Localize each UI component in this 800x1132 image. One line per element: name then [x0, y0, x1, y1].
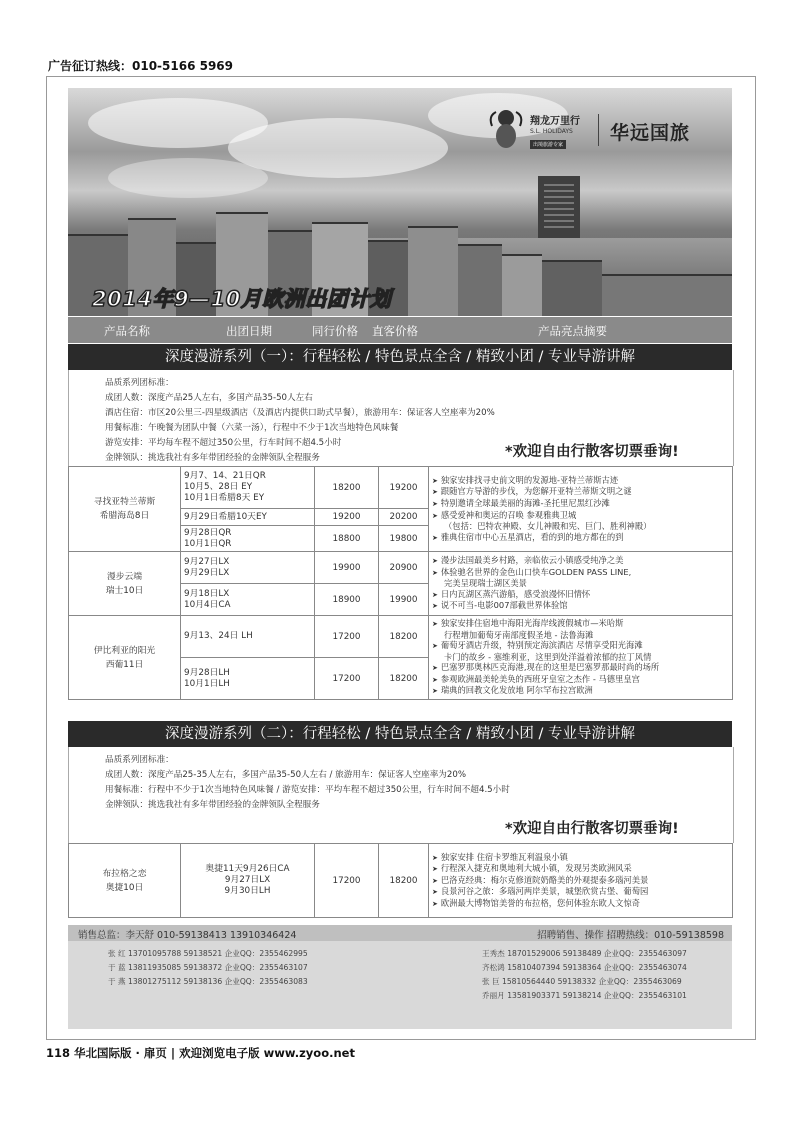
arrow-icon: ➤: [432, 557, 438, 566]
col-highlights: 产品亮点摘要: [538, 324, 607, 338]
list-item: ➤ 巴塞罗那奥林匹克海港,现在的这里是巴塞罗那最时尚的场所: [432, 662, 660, 673]
departure-dates: 9月27日LX 9月29日LX: [181, 552, 315, 584]
departure-dates: 9月29日希腊10天EY: [181, 509, 315, 526]
contact-line: 于 燕 13801275112 59138136 企业QQ：2355463083: [108, 977, 308, 986]
list-item: ➤ 说不可当-电影007部截世界体验馆: [432, 600, 568, 611]
standard-line: 品质系列团标准：: [105, 378, 174, 388]
series1-title: 深度漫游系列（一）：行程轻松 / 特色景点全含 / 精致小团 / 专业导游讲解: [68, 344, 732, 370]
contact-line: 乔丽月 13581903371 59138214 企业QQ：2355463101: [482, 991, 687, 1000]
contact-line: 王秀杰 18701529006 59138489 企业QQ：2355463097: [482, 949, 687, 958]
series2-title: 深度漫游系列（二）：行程轻松 / 特色景点全含 / 精致小团 / 专业导游讲解: [68, 721, 732, 747]
list-item: ➤ 独家安排 住宿卡罗维瓦利温泉小镇: [432, 851, 568, 862]
logo-huayuan: 华远国旅: [610, 122, 691, 144]
highlights: [429, 552, 733, 616]
arrow-icon: ➤: [432, 664, 438, 673]
list-item: ➤ 雅典住宿市中心五星酒店，看的到的地方都在的到: [432, 531, 624, 542]
brand-logos: [488, 106, 718, 156]
table-row: [69, 616, 733, 658]
arrow-icon: ➤: [432, 568, 438, 577]
series1-table: [68, 466, 733, 700]
col-direct-price: 直客价格: [372, 324, 418, 338]
arrow-icon: ➤: [432, 675, 438, 684]
standard-line: 游览安排：平均每车程不超过350公里，行车时间不超4.5小时: [105, 438, 342, 448]
list-item: ➤ 良景河谷之旅：多瑙河两岸美景，城堡欣赏古堡、葡萄园: [432, 886, 649, 897]
table-row: [69, 467, 733, 509]
contact-line: 张 红 13701095788 59138521 企业QQ：2355462995: [108, 949, 308, 958]
standard-line: 金牌领队：挑选我社有多年带团经验的金牌领队全程服务: [105, 453, 320, 463]
direct-price: 19900: [379, 584, 429, 616]
departure-dates: 9月7、14、21日QR 10月5、28日 EY 10月1日希腊8天 EY: [181, 467, 315, 509]
list-item: ➤ 跟随官方导游的步伐，为您解开亚特兰蒂斯文明之谜: [432, 486, 632, 497]
list-item: （包括：巴特农神殿、女儿神殿和宪、巨门、胜利神殿）: [444, 521, 652, 532]
departure-dates: 9月28日LH 10月1日LH: [181, 658, 315, 700]
arrow-icon: ➤: [432, 533, 438, 542]
direct-price: 20900: [379, 552, 429, 584]
list-item: ➤ 独家安排找寻史前文明的发源地-亚特兰蒂斯古迹: [432, 474, 619, 485]
trade-price: 18900: [315, 584, 379, 616]
trade-price: 17200: [315, 658, 379, 700]
list-item: ➤ 独家安排住宿地中海阳光海岸线渡假城市—米哈斯: [432, 617, 624, 628]
logo-divider: [598, 114, 599, 146]
arrow-icon: ➤: [432, 476, 438, 485]
banner-title: 2014年9—10月欧洲出团计划: [92, 287, 392, 311]
trade-price: 19900: [315, 552, 379, 584]
direct-price: 19200: [379, 467, 429, 509]
arrow-icon: ➤: [432, 488, 438, 497]
direct-price: 20200: [379, 509, 429, 526]
arrow-icon: ➤: [432, 642, 438, 651]
trade-price: 17200: [315, 844, 379, 918]
list-item: 行程增加葡萄牙南部度假圣地 - 法鲁海滩: [444, 629, 594, 640]
contact-line: 张 巨 15810564440 59138332 企业QQ：2355463069: [482, 977, 682, 986]
recruit-hotline: 招聘销售、操作 招聘热线：010-59138598: [537, 930, 724, 941]
arrow-icon: ➤: [432, 619, 438, 628]
list-item: ➤ 行程深入捷克和奥地利大城小镇，发现另类欧洲风采: [432, 863, 632, 874]
list-item: ➤ 巴洛克经典：梅尔克修道院奶酪美的外观提泰多瑙河美景: [432, 874, 649, 885]
list-item: 完美呈现瑞士湖区美景: [444, 578, 527, 589]
departure-dates: 9月13、24日 LH: [181, 616, 315, 658]
logo-sl-cn: 翔龙万里行: [530, 116, 580, 127]
column-header: [68, 317, 732, 343]
list-item: ➤ 感受爱神和奥运的召唤 参观雅典卫城: [432, 509, 577, 520]
series2-table: [68, 843, 733, 918]
col-trade-price: 同行价格: [312, 324, 358, 338]
trade-price: 19200: [315, 509, 379, 526]
contact-line: 齐松鸿 15810407394 59138364 企业QQ：2355463074: [482, 963, 687, 972]
col-product-name: 产品名称: [104, 324, 150, 338]
product-name: 漫步云端 瑞士10日: [69, 552, 181, 616]
trade-price: 18800: [315, 526, 379, 552]
arrow-icon: ➤: [432, 853, 438, 862]
logo-sl-en: S.L. HOLIDAYS: [530, 128, 573, 135]
standard-line: 酒店住宿：市区20公里三-四星级酒店（及酒店内提供口助式早餐），旅游用车：保证客人空座率为20%: [105, 408, 495, 418]
direct-price: 18200: [379, 658, 429, 700]
trade-price: 18200: [315, 467, 379, 509]
arrow-icon: ➤: [432, 499, 438, 508]
standard-line: 用餐标准：行程中不少于1次当地特色风味餐 / 游览安排：平均车程不超过350公里，行车时间不超4.5小时: [105, 785, 510, 795]
arrow-icon: ➤: [432, 899, 438, 908]
direct-price: 19800: [379, 526, 429, 552]
logo-sl-tag: 出境旅游专家: [530, 140, 566, 149]
departure-dates: 9月18日LX 10月4日CA: [181, 584, 315, 616]
highlights: [429, 467, 733, 552]
hotel-tower: [538, 176, 580, 238]
list-item: ➤ 特别邀请全球最美丽的海滩-圣托里尼黑红沙滩: [432, 497, 610, 508]
arrow-icon: ➤: [432, 888, 438, 897]
arrow-icon: ➤: [432, 687, 438, 696]
table-row: [69, 844, 733, 918]
highlights: [429, 844, 733, 918]
series2-welcome: *欢迎自由行散客切票垂询!: [505, 821, 679, 837]
list-item: ➤ 参观欧洲最美轮美奂的西班牙皇室之杰作 - 马德里皇宫: [432, 673, 640, 684]
table-row: [69, 552, 733, 584]
list-item: ➤ 日内瓦湖区蒸汽游船，感受浪漫怀旧情怀: [432, 588, 591, 599]
list-item: ➤ 葡萄牙酒店升级，特别预定海滨酒店 尽情享受阳光海滩: [432, 640, 643, 651]
arrow-icon: ➤: [432, 865, 438, 874]
list-item: ➤ 欧洲最大博物馆美誉的布拉格，您何体验东欧人文惊奇: [432, 897, 641, 908]
standard-line: 品质系列团标准：: [105, 755, 174, 765]
arrow-icon: ➤: [432, 511, 438, 520]
dragon-mascot-icon: [488, 106, 524, 152]
sales-director: 销售总监：李天舒 010-59138413 13910346424: [78, 930, 297, 941]
hero-banner: [68, 88, 732, 316]
departure-dates: 奥捷11天9月26日CA 9月27日LX 9月30日LH: [181, 844, 315, 918]
departure-dates: 9月28日QR 10月1日QR: [181, 526, 315, 552]
standard-line: 用餐标准：午晚餐为团队中餐（六菜一汤），行程中不少于1次当地特色风味餐: [105, 423, 399, 433]
list-item: 卡门的故乡 - 塞维利亚，这里到处洋溢着浓郁的拉丁风情: [444, 651, 652, 662]
standard-line: 成团人数：深度产品25-35人左右，多国产品35-50人左右 / 旅游用车：保证客人空座率为20%: [105, 770, 466, 780]
list-item: ➤ 体验驰名世界的金色山口快车GOLDEN PASS LINE,: [432, 566, 632, 577]
standard-line: 成团人数：深度产品25人左右，多国产品35-50人左右: [105, 393, 313, 403]
highlights: [429, 616, 733, 700]
product-name: 布拉格之恋 奥捷10日: [69, 844, 181, 918]
arrow-icon: ➤: [432, 602, 438, 611]
arrow-icon: ➤: [432, 876, 438, 885]
page-footer: 118 华北国际版 · 扉页 | 欢迎浏览电子版 www.zyoo.net: [46, 1046, 355, 1060]
product-name: 寻找亚特兰蒂斯 希腊海岛8日: [69, 467, 181, 552]
arrow-icon: ➤: [432, 590, 438, 599]
list-item: ➤ 瑞典的回教文化发放地 阿尔罕布拉宫欧洲: [432, 685, 593, 696]
contact-line: 于 蓝 13811935085 59138372 企业QQ：2355463107: [108, 963, 308, 972]
sales-bar: [68, 925, 732, 941]
col-departure-date: 出团日期: [226, 324, 272, 338]
series1-welcome: *欢迎自由行散客切票垂询!: [505, 444, 679, 460]
product-name: 伊比利亚的阳光 西葡11日: [69, 616, 181, 700]
direct-price: 18200: [379, 616, 429, 658]
ad-hotline: 广告征订热线：010-5166 5969: [48, 59, 234, 73]
trade-price: 17200: [315, 616, 379, 658]
standard-line: 金牌领队：挑选我社有多年带团经验的金牌领队全程服务: [105, 800, 320, 810]
list-item: ➤ 漫步法国最美乡村路，亲临依云小镇感受纯净之美: [432, 555, 624, 566]
direct-price: 18200: [379, 844, 429, 918]
